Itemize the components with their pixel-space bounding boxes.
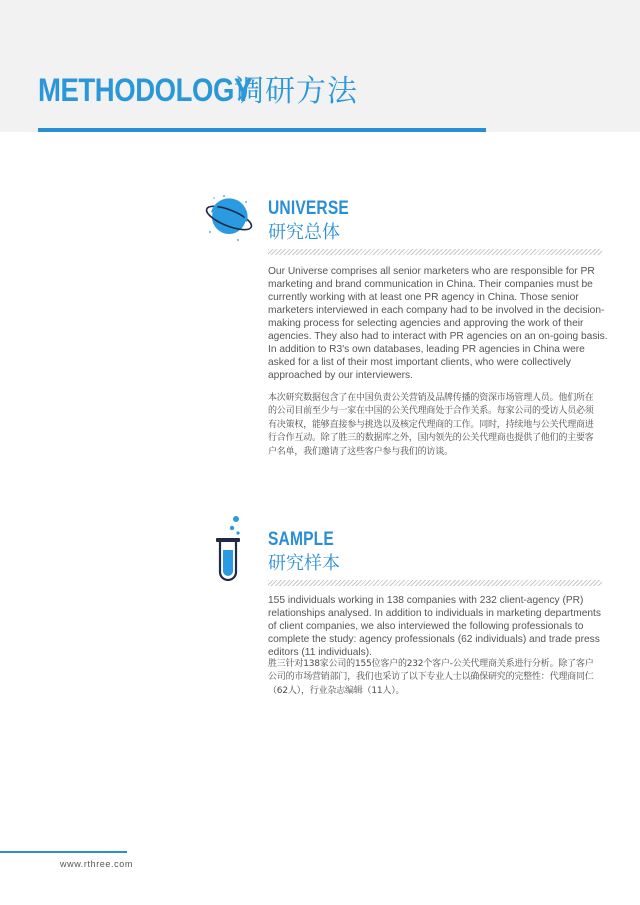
sample-heading-en: SAMPLE bbox=[268, 529, 334, 550]
sample-divider bbox=[268, 580, 602, 586]
sample-body-en: 155 individuals working in 138 companies with 232 client-agency (PR) relationships analysed. In addition to individuals in marketing departments of client companies, we also interviewed the following professionals to complete the study: agency professionals (62 individuals) and trade press editors (11 individuals). bbox=[268, 595, 601, 658]
test-tube-icon bbox=[214, 514, 248, 584]
universe-body-cn: 本次研究数据包含了在中国负责公关营销及品牌传播的资深市场管理人员。他们所在的公司目前至少与一家在中国的公关代理商处于合作关系。每家公司的受访人员必须有决策权，能够直接参与挑选以及核定代理商的工作。同时，持续地与公关代理商进行合作互动。除了胜三的数据库之外，国内领先的公关代理商也提供了他们的主要客户名单，我们邀请了这些客户参与我们的访谈。 bbox=[268, 393, 594, 457]
universe-heading-en: UNIVERSE bbox=[268, 198, 349, 219]
sample-body-cn: 胜三针对138家公司的155位客户的232个客户-公关代理商关系进行分析。除了客户公司的市场营销部门，我们也采访了以下专业人士以确保研究的完整性：代理商同仁（62人），行业杂志编辑（11人）。 bbox=[268, 659, 594, 696]
title-underline bbox=[38, 128, 486, 132]
planet-icon bbox=[202, 190, 256, 244]
page-title-cn: 调研方法 bbox=[234, 74, 358, 109]
page-title-en: METHODOLOGY bbox=[38, 72, 252, 108]
universe-heading-cn: 研究总体 bbox=[268, 222, 340, 243]
footer-url[interactable]: www.rthree.com bbox=[60, 859, 133, 869]
sample-heading bbox=[268, 530, 348, 576]
universe-body-en: Our Universe comprises all senior marketers who are responsible for PR marketing and brand communication in China. Their companies must be currently working with at least one PR agency in China. Those senior marketers interviewed in each company had to be involved in the decision-making process for selecting agencies and approving the work of their agencies. They also had to interact with PR agencies on an on-going basis. In addition to R3's own databases, leading PR agencies in China were asked for a list of their most important clients, who were collectively approached by our interviewers. bbox=[268, 266, 608, 381]
sample-heading-cn: 研究样本 bbox=[268, 553, 340, 574]
universe-heading bbox=[268, 199, 367, 245]
universe-divider bbox=[268, 249, 602, 255]
page-title bbox=[38, 72, 358, 110]
footer-rule bbox=[0, 851, 127, 853]
header-band bbox=[0, 0, 640, 132]
